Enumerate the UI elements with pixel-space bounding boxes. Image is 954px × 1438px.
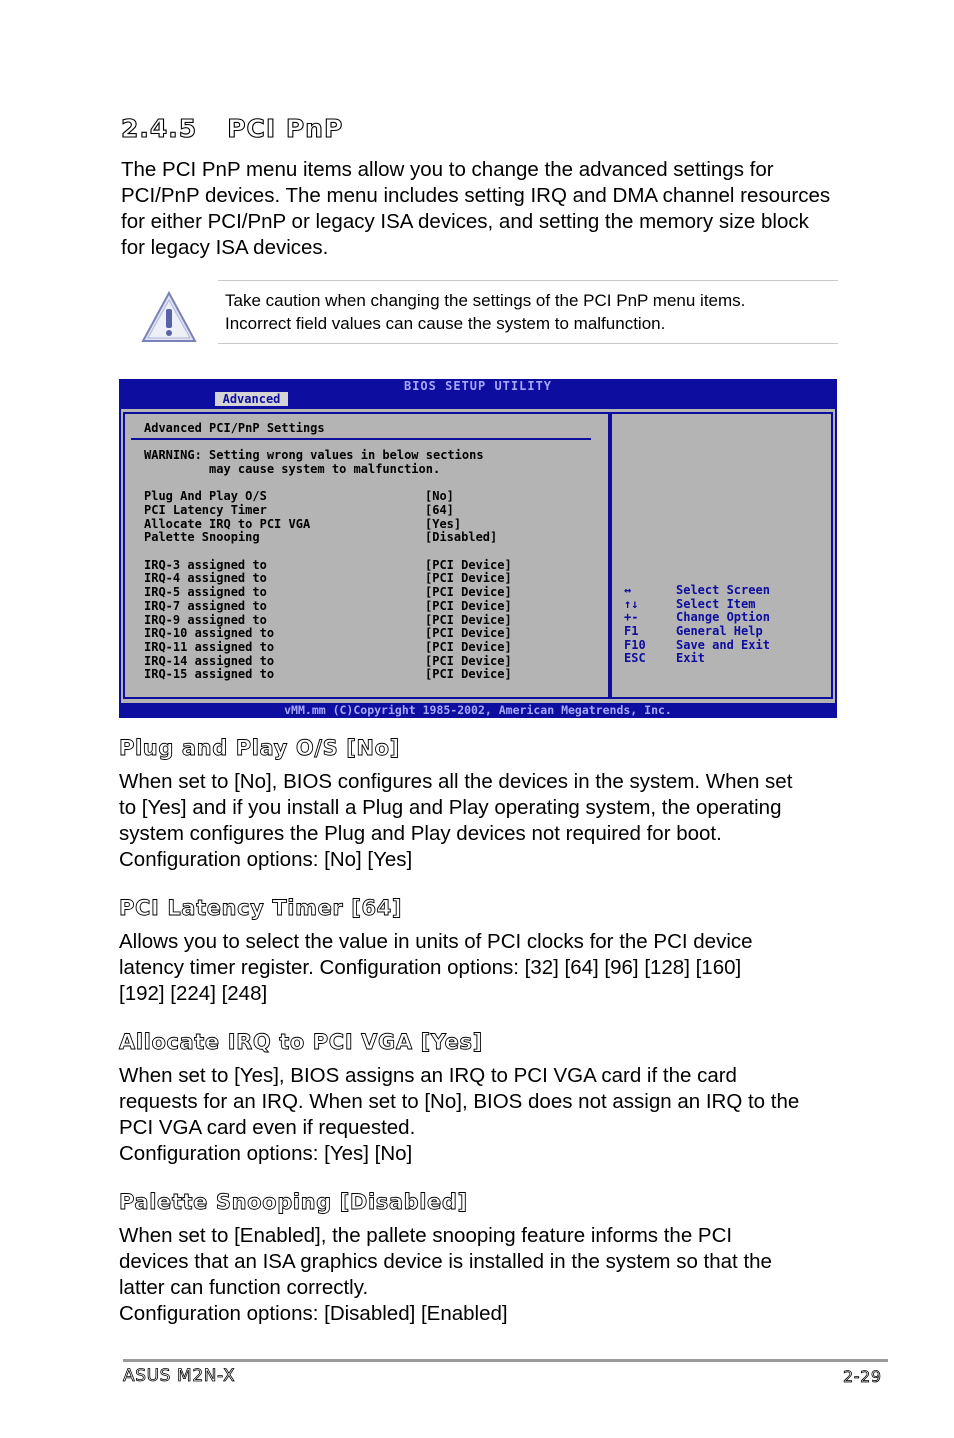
bios-key-desc: General Help <box>676 624 763 638</box>
intro-line: for legacy ISA devices. <box>121 236 329 259</box>
bios-screenshot <box>119 379 837 718</box>
bios-setting-value[interactable]: [64] <box>425 503 454 517</box>
bios-irq-value[interactable]: [PCI Device] <box>425 654 512 668</box>
bios-key-desc: Exit <box>676 651 705 665</box>
item-heading-plug-and-play: Plug and Play O/S [No] <box>119 736 400 760</box>
body-line: PCI VGA card even if requested. <box>119 1116 416 1139</box>
section-title: PCI PnP <box>227 114 344 143</box>
body-line: latter can function correctly. <box>119 1276 369 1299</box>
bios-copyright: vMM.mm (C)Copyright 1985-2002, American Megatrends, Inc. <box>284 703 672 717</box>
caution-line: Take caution when changing the settings of the PCI PnP menu items. <box>225 291 746 310</box>
bios-irq-label[interactable]: IRQ-7 assigned to <box>144 599 267 613</box>
bios-irq-label[interactable]: IRQ-9 assigned to <box>144 613 267 627</box>
bios-irq-value[interactable]: [PCI Device] <box>425 599 512 613</box>
bios-setting-label[interactable]: Plug And Play O/S <box>144 489 267 503</box>
bios-irq-label[interactable]: IRQ-14 assigned to <box>144 654 275 668</box>
bios-irq-label[interactable]: IRQ-10 assigned to <box>144 626 275 640</box>
bios-help-pane <box>610 412 833 699</box>
item-heading-allocate-irq: Allocate IRQ to PCI VGA [Yes] <box>119 1030 483 1054</box>
bios-key-desc: Select Item <box>676 597 756 611</box>
bios-key: F10 <box>624 638 646 652</box>
bios-irq-label[interactable]: IRQ-5 assigned to <box>144 585 267 599</box>
item-heading-pci-latency: PCI Latency Timer [64] <box>119 896 403 920</box>
note-top-rule <box>218 280 838 281</box>
body-line: [192] [224] [248] <box>119 982 268 1005</box>
bios-panel <box>121 409 835 703</box>
bios-key-desc: Select Screen <box>676 583 770 597</box>
bios-key-desc: Save and Exit <box>676 638 770 652</box>
bios-irq-label[interactable]: IRQ-15 assigned to <box>144 667 275 681</box>
warning-triangle-icon <box>140 290 198 344</box>
bios-key: +- <box>624 610 639 624</box>
bios-irq-value[interactable]: [PCI Device] <box>425 558 512 572</box>
bios-irq-label[interactable]: IRQ-3 assigned to <box>144 558 267 572</box>
bios-panel-heading: Advanced PCI/PnP Settings <box>144 421 325 435</box>
body-line: Configuration options: [Disabled] [Enabled] <box>119 1302 508 1325</box>
bios-warning-line: WARNING: Setting wrong values in below sections <box>144 448 484 462</box>
body-line: system configures the Plug and Play devices not required for boot. <box>119 822 722 845</box>
item-body-plug-and-play <box>119 769 792 873</box>
bios-irq-value[interactable]: [PCI Device] <box>425 667 512 681</box>
item-body-pci-latency <box>119 929 753 1007</box>
intro-line: The PCI PnP menu items allow you to change the advanced settings for <box>121 158 774 181</box>
bios-key: ESC <box>624 651 646 665</box>
bios-tab-advanced[interactable]: Advanced <box>215 392 288 406</box>
section-intro <box>121 157 830 261</box>
body-line: devices that an ISA graphics device is installed in the system so that the <box>119 1250 772 1273</box>
footer-page-number: 2-29 <box>843 1367 882 1386</box>
note-bottom-rule <box>218 343 838 344</box>
bios-irq-label[interactable]: IRQ-11 assigned to <box>144 640 275 654</box>
bios-key: ↑↓ <box>624 597 639 611</box>
footer-rule <box>123 1359 888 1362</box>
bios-key: ↔ <box>624 583 632 597</box>
body-line: to [Yes] and if you install a Plug and Play operating system, the operating <box>119 796 782 819</box>
caution-line: Incorrect field values can cause the system to malfunction. <box>225 314 666 333</box>
bios-key: F1 <box>624 624 639 638</box>
body-line: requests for an IRQ. When set to [No], BIOS does not assign an IRQ to the <box>119 1090 800 1113</box>
bios-setting-value[interactable]: [No] <box>425 489 454 503</box>
body-line: latency timer register. Configuration options: [32] [64] [96] [128] [160] <box>119 956 742 979</box>
body-line: When set to [No], BIOS configures all the devices in the system. When set <box>119 770 793 793</box>
bios-irq-value[interactable]: [PCI Device] <box>425 626 512 640</box>
item-body-palette-snooping <box>119 1223 772 1327</box>
bios-heading-separator <box>131 438 591 440</box>
body-line: Configuration options: [No] [Yes] <box>119 848 413 871</box>
bios-irq-value[interactable]: [PCI Device] <box>425 640 512 654</box>
item-body-allocate-irq <box>119 1063 799 1167</box>
bios-key-desc: Change Option <box>676 610 770 624</box>
section-number: 2.4.5 <box>121 114 198 143</box>
bios-irq-value[interactable]: [PCI Device] <box>425 613 512 627</box>
bios-setting-value[interactable]: [Disabled] <box>425 530 498 544</box>
body-line: When set to [Enabled], the pallete snooping feature informs the PCI <box>119 1224 733 1247</box>
bios-irq-value[interactable]: [PCI Device] <box>425 585 512 599</box>
intro-line: for either PCI/PnP or legacy ISA devices, and setting the memory size block <box>121 210 809 233</box>
body-line: When set to [Yes], BIOS assigns an IRQ to PCI VGA card if the card <box>119 1064 737 1087</box>
caution-text <box>225 289 745 335</box>
section-heading <box>121 114 343 143</box>
footer-product: ASUS M2N-X <box>123 1366 236 1386</box>
bios-setting-label[interactable]: Palette Snooping <box>144 530 260 544</box>
bios-irq-label[interactable]: IRQ-4 assigned to <box>144 571 267 585</box>
item-heading-palette-snooping: Palette Snooping [Disabled] <box>119 1190 468 1214</box>
bios-irq-value[interactable]: [PCI Device] <box>425 571 512 585</box>
bios-setting-value[interactable]: [Yes] <box>425 517 462 531</box>
bios-warning-line: may cause system to malfunction. <box>144 462 441 476</box>
intro-line: PCI/PnP devices. The menu includes setting IRQ and DMA channel resources <box>121 184 831 207</box>
bios-settings-pane <box>123 412 610 699</box>
bios-setting-label[interactable]: Allocate IRQ to PCI VGA <box>144 517 311 531</box>
bios-setting-label[interactable]: PCI Latency Timer <box>144 503 267 517</box>
body-line: Configuration options: [Yes] [No] <box>119 1142 413 1165</box>
body-line: Allows you to select the value in units of PCI clocks for the PCI device <box>119 930 753 953</box>
bios-title: BIOS SETUP UTILITY <box>403 379 553 393</box>
